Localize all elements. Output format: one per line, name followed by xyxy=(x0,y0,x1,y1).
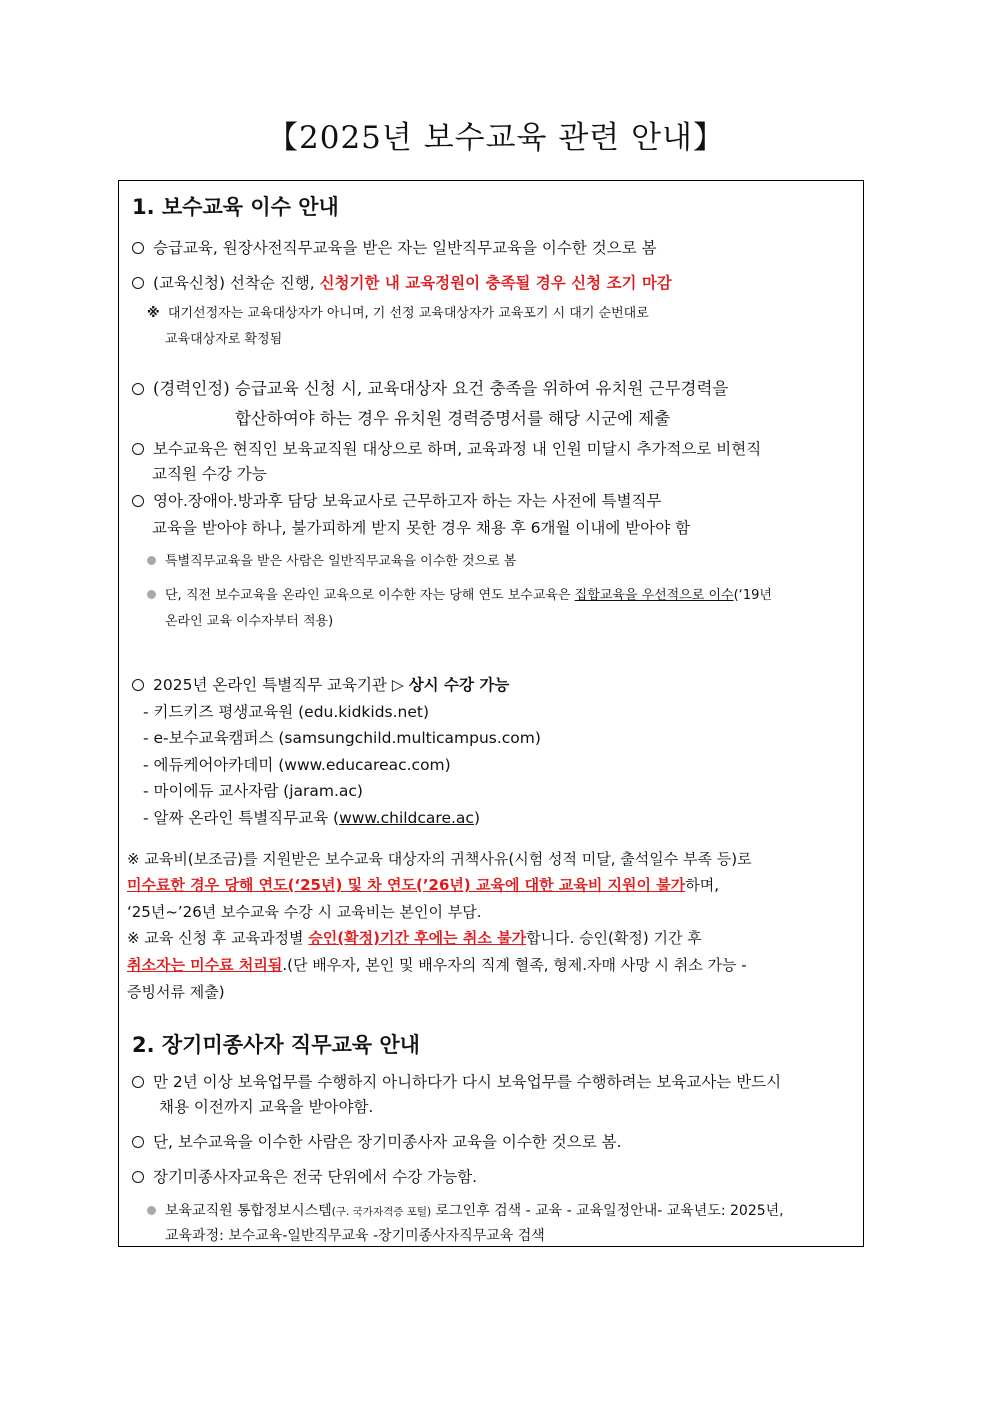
institution-item: - e-보수교육캠퍼스 (samsungchild.multicampus.com) xyxy=(143,729,541,747)
list-item: 장기미종사자교육은 전국 단위에서 수강 가능함. xyxy=(132,1166,477,1188)
sub-item: 보육교직원 통합정보시스템(구. 국가자격증 포털) 로그인후 검색 - 교육 - 교육일정안내- 교육년도: 2025년, xyxy=(147,1200,784,1223)
list-item: (교육신청) 선착순 진행, 신청기한 내 교육정원이 충족될 경우 신청 조기 마감 xyxy=(132,272,672,294)
list-item: 보수교육은 현직인 보육교직원 대상으로 하며, 교육과정 내 인원 미달시 추가적으로 비현직 xyxy=(132,438,761,460)
list-item: 승급교육, 원장사전직무교육을 받은 자는 일반직무교육을 이수한 것으로 봄 xyxy=(132,237,657,259)
circle-bullet-icon xyxy=(132,443,144,455)
circle-bullet-icon xyxy=(132,679,144,691)
childcare-link[interactable]: www.childcare.ac xyxy=(339,809,474,827)
list-item-continued: 채용 이전까지 교육을 받아야함. xyxy=(159,1098,374,1116)
institution-item: - 키드키즈 평생교육원 (edu.kidkids.net) xyxy=(143,703,430,721)
sub-item: 단, 직전 보수교육을 온라인 교육으로 이수한 자는 당해 연도 보수교육은 집합교육을 우선적으로 이수(‘19년 xyxy=(147,585,772,607)
warning-1-continued: ‘25년~’26년 보수교육 수강 시 교육비는 본인이 부담. xyxy=(127,903,482,921)
note: ※ 대기선정자는 교육대상자가 아니며, 기 선정 교육대상자가 교육포기 시 대기 순번대로 xyxy=(147,306,649,321)
institution-item: - 알짜 온라인 특별직무교육 (www.childcare.ac) xyxy=(143,809,480,827)
online-institutions-heading: 2025년 온라인 특별직무 교육기관 ▷ 상시 수강 가능 xyxy=(132,674,509,696)
page-title: 【2025년 보수교육 관련 안내】 xyxy=(267,120,725,156)
list-item: 단, 보수교육을 이수한 사람은 장기미종사자 교육을 이수한 것으로 봄. xyxy=(132,1131,622,1153)
list-item: 만 2년 이상 보육업무를 수행하지 아니하다가 다시 보육업무를 수행하려는 보육교사는 반드시 xyxy=(132,1071,781,1093)
list-item: 영아.장애아.방과후 담당 보육교사로 근무하고자 하는 자는 사전에 특별직무 xyxy=(132,490,662,512)
list-item-continued: 합산하여야 하는 경우 유치원 경력증명서를 해당 시군에 제출 xyxy=(235,409,671,428)
list-item-continued: 교직원 수강 가능 xyxy=(152,465,267,483)
institution-item: - 마이에듀 교사자람 (jaram.ac) xyxy=(143,782,363,800)
list-item: (경력인정) 승급교육 신청 시, 교육대상자 요건 충족을 위하여 유치원 근무경력을 xyxy=(132,378,728,400)
section-2-heading: 2. 장기미종사자 직무교육 안내 xyxy=(132,1033,420,1057)
gray-dot-bullet-icon xyxy=(147,556,156,565)
sub-item-continued: 교육과정: 보수교육-일반직무교육 -장기미종사자직무교육 검색 xyxy=(165,1228,545,1244)
warning-2-continued: 증빙서류 제출) xyxy=(127,983,225,1001)
warning-2: ※ 교육 신청 후 교육과정별 승인(확정)기간 후에는 취소 불가합니다. 승인(확정) 기간 후 xyxy=(127,929,702,947)
warning-1: ※ 교육비(보조금)를 지원받은 보수교육 대상자의 귀책사유(시험 성적 미달, 출석일수 부족 등)로 xyxy=(127,850,752,868)
sub-item: 특별직무교육을 받은 사람은 일반직무교육을 이수한 것으로 봄 xyxy=(147,551,516,573)
gray-dot-bullet-icon xyxy=(147,590,156,599)
note-continued: 교육대상자로 확정됨 xyxy=(165,332,283,347)
circle-bullet-icon xyxy=(132,242,144,254)
warning-2-continued: 취소자는 미수료 처리됨.(단 배우자, 본인 및 배우자의 직계 혈족, 형제.자매 사망 시 취소 가능 - xyxy=(127,956,747,974)
early-closing-notice: 신청기한 내 교육정원이 충족될 경우 신청 조기 마감 xyxy=(319,273,672,292)
circle-bullet-icon xyxy=(132,1171,144,1183)
sub-item-continued: 온라인 교육 이수자부터 적용) xyxy=(165,614,334,629)
list-item-continued: 교육을 받아야 하나, 불가피하게 받지 못한 경우 채용 후 6개월 이내에 받아야 함 xyxy=(152,519,691,537)
circle-bullet-icon xyxy=(132,1076,144,1088)
circle-bullet-icon xyxy=(132,1136,144,1148)
gray-dot-bullet-icon xyxy=(147,1206,156,1215)
circle-bullet-icon xyxy=(132,277,144,289)
notice-box xyxy=(118,180,864,1247)
section-1-heading: 1. 보수교육 이수 안내 xyxy=(132,195,339,219)
circle-bullet-icon xyxy=(132,495,144,507)
warning-1-continued: 미수료한 경우 당해 연도(‘25년) 및 차 연도(’26년) 교육에 대한 교육비 지원이 불가하며, xyxy=(127,876,719,894)
institution-item: - 에듀케어아카데미 (www.educareac.com) xyxy=(143,756,451,774)
circle-bullet-icon xyxy=(132,383,144,395)
